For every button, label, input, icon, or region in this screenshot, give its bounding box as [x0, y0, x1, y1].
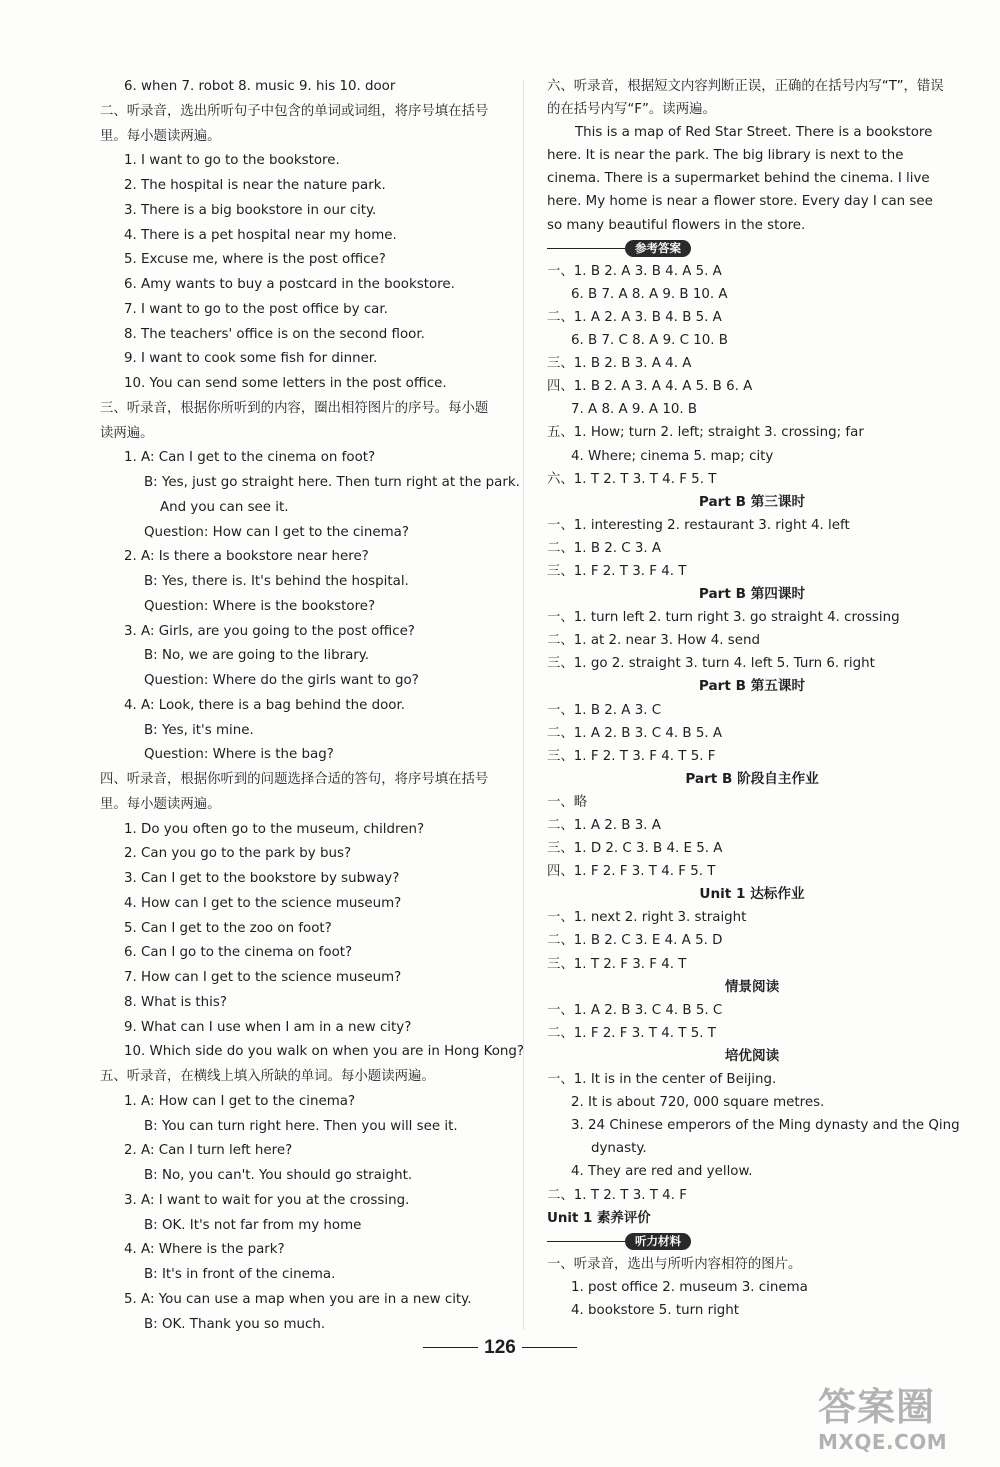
text-line: 6. Can I go to the cinema on foot? — [124, 945, 353, 961]
text-line: 三、1. F 2. T 3. F 4. T 5. F — [547, 748, 716, 764]
text-line: 一、1. A 2. B 3. C 4. B 5. C — [547, 1002, 723, 1018]
text-line: This is a map of Red Star Street. There is a bookstore — [575, 125, 933, 141]
section-divider — [547, 237, 957, 260]
text-line: B: It's in front of the cinema. — [144, 1267, 336, 1282]
text-line: dynasty. — [591, 1141, 647, 1157]
text-line: 一、1. turn left 2. turn right 3. go straight 4. crossing — [547, 610, 900, 626]
text-line: so many beautiful flowers in the store. — [547, 217, 806, 233]
text-line: 二、1. F 2. F 3. T 4. T 5. T — [547, 1025, 716, 1041]
text-line: 5. Excuse me, where is the post office? — [124, 252, 386, 268]
text-line: cinema. There is a supermarket behind the cinema. I live — [547, 171, 930, 187]
text-line: 三、1. go 2. straight 3. turn 4. left 5. Turn 6. right — [547, 656, 875, 672]
text-line: 二、1. at 2. near 3. How 4. send — [547, 633, 760, 649]
text-line: 3. There is a big bookstore in our city. — [124, 202, 377, 218]
text-line: 6. when 7. robot 8. music 9. his 10. door — [124, 79, 396, 94]
text-line: 1. A: How can I get to the cinema? — [124, 1093, 356, 1109]
page-number-rule-right — [522, 1347, 577, 1348]
text-line: 一、1. B 2. A 3. B 4. A 5. A — [547, 263, 722, 279]
text-line: 5. A: You can use a map when you are in a new city. — [124, 1291, 472, 1307]
text-line: 一、1. B 2. A 3. C — [547, 702, 662, 718]
text-line: 8. What is this? — [124, 994, 227, 1010]
watermark-line1: 答案圈 — [818, 1385, 936, 1429]
text-line: 7. I want to go to the post office by car. — [124, 301, 388, 317]
section-heading: Part B 第三课时 — [698, 493, 806, 510]
page-number-text: 126 — [484, 1337, 516, 1358]
column-divider — [523, 80, 524, 1330]
text-line: 二、1. B 2. C 3. A — [547, 540, 662, 556]
text-line: here. It is near the park. The big library is next to the — [547, 148, 904, 164]
text-line: 三、1. T 2. F 3. F 4. T — [547, 956, 687, 972]
text-line: 10. Which side do you walk on when you are in Hong Kong? — [124, 1044, 524, 1060]
text-line: 二、1. A 2. B 3. A — [547, 818, 661, 833]
text-line: B: Yes, just go straight here. Then turn right at the park. — [144, 475, 520, 490]
text-line: here. My home is near a flower store. Every day I can see — [547, 194, 933, 210]
text-line: 4. How can I get to the science museum? — [124, 895, 402, 911]
text-line: B: OK. It's not far from my home — [144, 1217, 362, 1233]
text-line: 4. A: Look, there is a bag behind the door. — [124, 697, 405, 713]
text-line: 二、1. A 2. A 3. B 4. B 5. A — [547, 309, 722, 325]
text-line: 10. You can send some letters in the post office. — [124, 376, 447, 391]
text-line: B: You can turn right here. Then you will see it. — [144, 1118, 458, 1134]
text-line: 2. Can you go to the park by bus? — [124, 846, 352, 862]
text-line: 4. They are red and yellow. — [571, 1164, 753, 1180]
text-line: 三、听录音，根据你所听到的内容，圈出相符图片的序号。每小题 — [100, 400, 489, 416]
text-line: 3. A: Girls, are you going to the post office? — [124, 623, 415, 639]
text-line: 五、1. How; turn 2. left; straight 3. crossing; far — [547, 425, 864, 441]
text-line: Question: Where do the girls want to go? — [144, 673, 419, 688]
text-line: 8. The teachers' office is on the second floor. — [124, 326, 425, 342]
divider-label: 听力材料 — [625, 1233, 691, 1250]
section-heading: Part B 第四课时 — [698, 586, 806, 603]
divider-rule — [547, 248, 625, 249]
text-line: 2. A: Is there a bookstore near here? — [124, 549, 369, 565]
text-line: 里。每小题读两遍。 — [100, 796, 221, 812]
text-line: 六、1. T 2. T 3. T 4. F 5. T — [547, 471, 717, 487]
text-line: B: No, we are going to the library. — [144, 648, 370, 664]
text-line: 1. I want to go to the bookstore. — [124, 153, 340, 169]
section-divider — [547, 1230, 957, 1253]
text-line: 9. What can I use when I am in a new city? — [124, 1019, 412, 1035]
text-line: 四、1. B 2. A 3. A 4. A 5. B 6. A — [547, 379, 753, 395]
text-line: And you can see it. — [160, 499, 289, 515]
section-heading: Unit 1 达标作业 — [699, 886, 805, 903]
text-line: 6. Amy wants to buy a postcard in the bookstore. — [124, 277, 455, 292]
watermark-logo — [818, 1385, 996, 1465]
text-line: 1. Do you often go to the museum, children? — [124, 821, 425, 837]
text-line: 3. Can I get to the bookstore by subway? — [124, 871, 400, 886]
text-line: 3. 24 Chinese emperors of the Ming dynasty and the Qing — [571, 1118, 960, 1134]
text-line: 3. A: I want to wait for you at the crossing. — [124, 1192, 410, 1208]
text-line: Question: How can I get to the cinema? — [144, 524, 409, 540]
text-line: 4. bookstore 5. turn right — [571, 1302, 740, 1318]
page-number — [0, 1337, 1000, 1359]
section-heading: Part B 阶段自主作业 — [685, 770, 819, 787]
text-line: 5. Can I get to the zoo on foot? — [124, 920, 332, 936]
text-line: 二、1. T 2. T 3. T 4. F — [547, 1187, 687, 1203]
text-line: 1. A: Can I get to the cinema on foot? — [124, 450, 376, 466]
text-line: 一、略 — [547, 794, 588, 810]
text-line: 7. A 8. A 9. A 10. B — [571, 402, 698, 418]
text-line: 里。每小题读两遍。 — [100, 128, 221, 144]
divider-label: 参考答案 — [625, 240, 691, 257]
text-line: 2. The hospital is near the nature park. — [124, 178, 386, 193]
text-line: B: OK. Thank you so much. — [144, 1316, 326, 1332]
text-line: 1. post office 2. museum 3. cinema — [571, 1279, 808, 1295]
text-line: B: Yes, there is. It's behind the hospital. — [144, 574, 409, 589]
watermark-line2: MXQE.COM — [818, 1430, 948, 1454]
text-line: 2. A: Can I turn left here? — [124, 1143, 293, 1159]
right-column — [547, 75, 960, 1322]
text-line: 二、1. B 2. C 3. E 4. A 5. D — [547, 933, 723, 949]
text-line: 2. It is about 720, 000 square metres. — [571, 1095, 825, 1111]
text-line: 三、1. D 2. C 3. B 4. E 5. A — [547, 841, 723, 857]
text-line: 三、1. B 2. B 3. A 4. A — [547, 356, 692, 372]
text-line: 4. There is a pet hospital near my home. — [124, 227, 397, 243]
section-heading: Part B 第五课时 — [698, 678, 806, 695]
text-line: 6. B 7. C 8. A 9. C 10. B — [571, 333, 728, 349]
text-line: 一、1. interesting 2. restaurant 3. right 4. left — [547, 517, 850, 533]
unit-heading: Unit 1 素养评价 — [547, 1210, 651, 1226]
text-line: 四、1. F 2. F 3. T 4. F 5. T — [547, 864, 716, 880]
text-line: 的在括号内写“F”。读两遍。 — [547, 102, 716, 118]
divider-rule — [547, 1241, 625, 1242]
text-line: 4. A: Where is the park? — [124, 1242, 285, 1258]
text-line: 五、听录音，在横线上填入所缺的单词。每小题读两遍。 — [100, 1069, 435, 1084]
text-line: 一、听录音，选出与所听内容相符的图片。 — [547, 1256, 802, 1272]
text-line: 四、听录音，根据你听到的问题选择合适的答句，将序号填在括号 — [100, 772, 489, 787]
text-line: 4. Where; cinema 5. map; city — [571, 448, 774, 464]
text-line: 二、1. A 2. B 3. C 4. B 5. A — [547, 725, 723, 741]
page-number-rule-left — [423, 1347, 478, 1348]
section-heading: 培优阅读 — [724, 1047, 780, 1064]
text-line: 一、1. It is in the center of Beijing. — [547, 1072, 777, 1088]
text-line: 读两遍。 — [100, 425, 154, 441]
section-heading: 情景阅读 — [724, 978, 780, 995]
text-line: B: No, you can't. You should go straight. — [144, 1168, 413, 1183]
text-line: B: Yes, it's mine. — [144, 722, 254, 738]
text-line: 9. I want to cook some fish for dinner. — [124, 351, 378, 367]
text-line: 6. B 7. A 8. A 9. B 10. A — [571, 286, 728, 302]
text-line: 7. How can I get to the science museum? — [124, 970, 402, 985]
left-column — [100, 75, 524, 1337]
text-line: Question: Where is the bag? — [144, 747, 334, 763]
text-line: 六、听录音，根据短文内容判断正误，正确的在括号内写“T”，错误 — [547, 79, 944, 94]
text-line: 三、1. F 2. T 3. F 4. T — [547, 563, 687, 579]
text-line: 一、1. next 2. right 3. straight — [547, 910, 747, 926]
text-line: 二、听录音，选出所听句子中包含的单词或词组，将序号填在括号 — [100, 103, 489, 119]
text-line: Question: Where is the bookstore? — [144, 598, 376, 614]
